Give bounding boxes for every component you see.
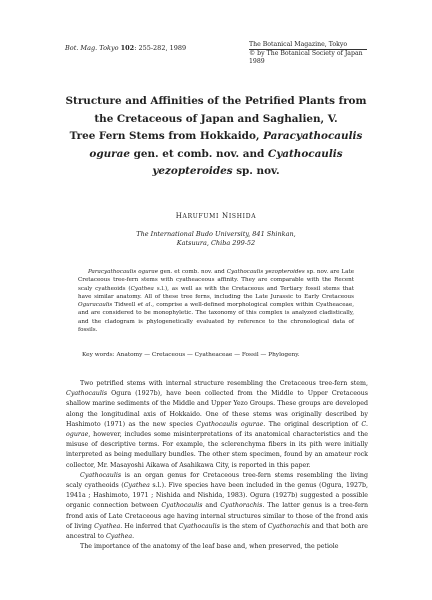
species-epithet: ogurae [89,147,130,160]
taxon-name: Cyathocaulis ogurae. [196,420,266,428]
copyright-journal-line: The Botanical Magazine, Tokyo [249,41,367,50]
body-span: Two petrified stems with internal structure resembling the Cretaceous tree-fern stem, [80,380,368,387]
abstract-text: gen. et comb. nov. and [158,269,227,275]
paragraph-3: The importance of the anatomy of the leaf base and, when preserved, the petiole [80,543,339,551]
body-span: He inferred that [122,522,179,530]
body-span: , however, includes some misinterpretations of its anatomical characteristics and the misuse of descriptive terms. For example, the sclerenchyma fibers in its pith were initially interpreted as being medullary bundles. The other stem specimen, found by an amateur rock collector, Mr. Masayoshi Aikawa of Asahikawa City, is reported in this paper. [66,431,368,469]
title-text: Tree Fern Stems from Hokkaido, [69,130,264,142]
paper-title [60,93,372,181]
body-span: and [202,502,221,510]
taxon-name: Paracyathocaulis ogurae [88,269,159,275]
author-given-name: ARUFUMI [182,213,220,220]
taxon-name: C. ogurae [66,420,368,439]
abstract-text: et al. [137,302,153,309]
title-line-2: the Cretaceous of Japan and Saghalien, V. [94,112,338,125]
body-span: Ogura (1927b), have been collected from the Middle to Upper Cretaceous shallow marine sediments of the Middle and Upper Yezo Groups. These groups are developed along the longitudinal axis of Hokkaido. One of these stems was originally described by Hashimoto (1971) as the new species [66,390,368,428]
abstract-text: , comprise a well-defined morphological complex within Cyatheaceae, and are considered to be monophyletic. The taxonomy of this complex is analyzed cladistically, and the cladogram is phylogenetically evaluated by reference to the chronological data of fossils. [78,302,354,334]
title-line-1: Structure and Affinities of the Petrified Plants from [65,95,367,107]
taxon-name: Cyathorachis. [220,502,265,510]
title-line-5 [60,163,372,181]
taxon-name: Cyathocaulis [161,502,203,510]
taxon-name: Cyathea [123,482,150,490]
body-span: The latter genus is a tree-fern frond axis of Late Cretaceous age having internal structures similar to those of the frond axis of living [66,502,369,530]
body-span: and that both are ancestral to [66,522,368,541]
taxon-name: Cyathea. [105,533,135,541]
body-span: is the stem of [219,522,268,530]
page-range: : 255-282, 1989 [134,44,187,52]
keywords-line [82,352,362,358]
affiliation-line-1: The International Budo University, 841 Shinkan, [136,230,296,238]
title-text: gen. et comb. nov. and [129,147,268,160]
taxon-name: Cyathocaulis [178,522,220,530]
taxon-name: Cyathea. [94,522,123,530]
paragraph-1 [66,379,368,471]
body-span: The original description of [265,420,362,428]
keywords-list: Anatomy — Cretaceous — Cyatheaceae — Fossil — Phylogeny. [116,352,300,358]
body-span: is an organ genus for Cretaceous tree-fern stems resembling the living scaly cyatheoids ( [66,471,368,490]
paragraph-2 [66,471,368,542]
body-text [66,379,368,553]
affiliation-line-2: Katsuura, Chiba 299-52 [176,239,256,247]
title-line-4 [60,146,372,164]
copyright-box [249,41,367,66]
taxon-name: Cyathorachis [267,522,310,530]
genus-name: Cyathocaulis [267,147,343,160]
keywords-label: Key words: [82,352,115,358]
author-initial: H [175,212,183,220]
abstract [78,268,354,334]
journal-name: Bot. Mag. Tokyo [65,44,119,52]
title-text: sp. nov. [232,165,280,177]
author-name [0,212,432,220]
body-span: s.l.). Five species have been included in the genus (Ogura, 1927b, 1941a ; Hashimoto, 1971 ; Nishida and Nishida, 1983). Ogura (1927b) suggested a possible organic connection between [66,482,368,510]
title-line-3 [60,128,372,146]
citation-header [65,44,186,52]
taxon-name: Oguracaulis [78,302,113,309]
species-epithet: yezopteroides [152,165,233,177]
copyright-line: © by The Botanical Society of Japan 1989 [249,50,363,65]
taxon-name: Cyathocaulis [66,390,108,398]
author-initial: N [222,212,229,220]
author-surname: ISHIDA [228,213,257,220]
volume-number: 102 [120,44,135,52]
taxon-name: Cyathocaulis yezopteroides [226,269,305,275]
genus-name: Paracyathocaulis [263,130,363,142]
abstract-text: Tidwell [112,302,138,309]
taxon-name: Cyathocaulis [80,471,122,479]
taxon-name: Cyathea [130,285,154,292]
author-affiliation [0,230,432,248]
abstract-text: sp. nov. are Late Cretaceous tree-fern stems with cyatheaceous affinity. They are comparable with the Recent scaly cyatheoids ( [78,269,355,292]
abstract-text: s.l.), as well as with the Cretaceous and Tertiary fossil stems that have similar anatomy. All of these tree ferns, including the Late Jurassic to Early Cretaceous [78,285,354,300]
